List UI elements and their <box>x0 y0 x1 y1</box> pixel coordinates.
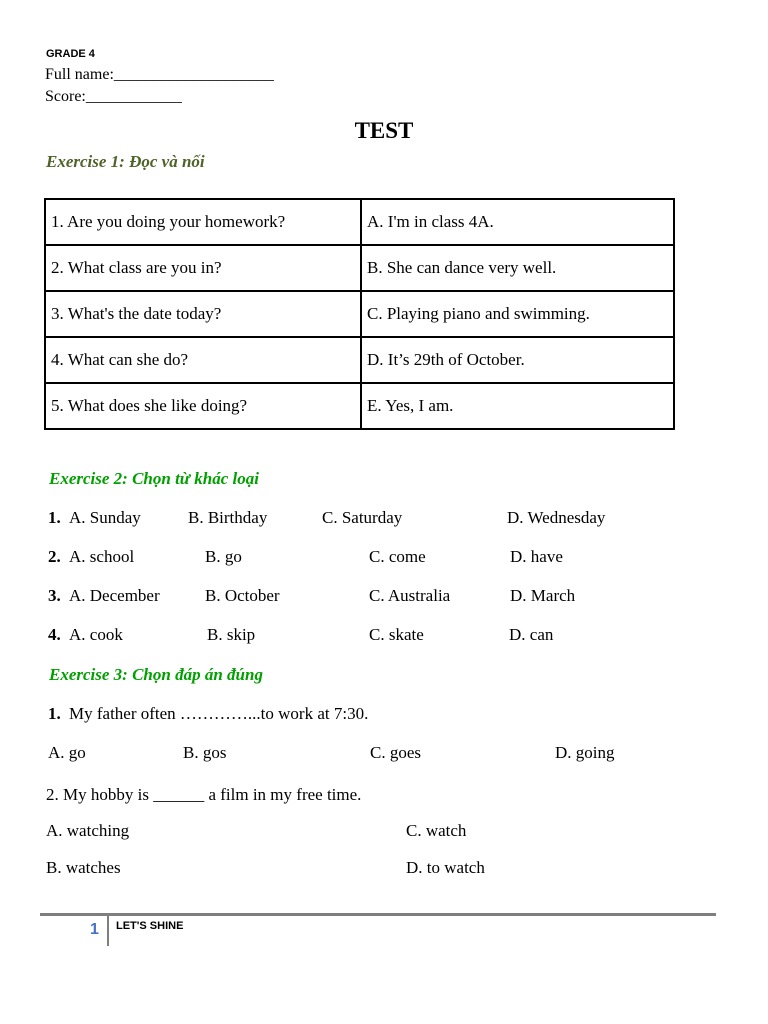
answer-cell: E. Yes, I am. <box>361 383 674 429</box>
option-a: A. December <box>69 586 160 605</box>
option-c: C. goes <box>370 743 421 762</box>
table-row <box>45 291 674 337</box>
option-b: B. gos <box>183 743 227 762</box>
answer-cell: D. It’s 29th of October. <box>361 337 674 383</box>
answer-cell: B. She can dance very well. <box>361 245 674 291</box>
table-row <box>45 245 674 291</box>
item-number: 1. <box>48 508 61 527</box>
option-b: B. Birthday <box>188 508 268 527</box>
page-number: 1 <box>90 921 99 938</box>
option-c: C. watch <box>406 821 467 840</box>
option-a: A. school <box>69 547 135 566</box>
option-a: A. watching <box>46 821 130 840</box>
footer-text: LET'S SHINE <box>116 920 184 932</box>
option-b: B. skip <box>207 625 256 644</box>
question-text: My father often …………...to work at 7:30. <box>69 704 369 723</box>
option-a: A. Sunday <box>69 508 141 527</box>
option-d: D. have <box>510 547 563 566</box>
option-c: C. skate <box>369 625 424 644</box>
item-number: 2. <box>48 547 61 566</box>
exercise2-heading: Exercise 2: Chọn từ khác loại <box>49 469 259 488</box>
question-text: 2. My hobby is ______ a film in my free time. <box>46 785 362 804</box>
table-row <box>45 199 674 245</box>
item-number: 4. <box>48 625 61 644</box>
question-cell: 4. What can she do? <box>45 337 361 383</box>
table-row <box>45 337 674 383</box>
matching-table <box>44 198 675 430</box>
option-d: D. to watch <box>406 858 485 877</box>
option-d: D. Wednesday <box>507 508 606 527</box>
footer-rule <box>40 913 716 916</box>
exercise3-heading: Exercise 3: Chọn đáp án đúng <box>49 665 263 684</box>
option-d: D. going <box>555 743 615 762</box>
item-number: 1. <box>48 704 61 723</box>
answer-cell: C. Playing piano and swimming. <box>361 291 674 337</box>
option-c: C. come <box>369 547 426 566</box>
answer-cell: A. I'm in class 4A. <box>361 199 674 245</box>
page-title: TEST <box>354 118 414 143</box>
question-cell: 5. What does she like doing? <box>45 383 361 429</box>
option-d: D. March <box>510 586 576 605</box>
grade-label: GRADE 4 <box>46 48 95 60</box>
option-b: B. go <box>205 547 242 566</box>
item-number: 3. <box>48 586 61 605</box>
option-b: B. watches <box>46 858 121 877</box>
full-name-field: Full name:____________________ <box>45 66 274 83</box>
table-row <box>45 383 674 429</box>
question-cell: 3. What's the date today? <box>45 291 361 337</box>
option-a: A. cook <box>69 625 123 644</box>
exercise1-heading: Exercise 1: Đọc và nối <box>46 152 205 171</box>
option-c: C. Australia <box>369 586 451 605</box>
option-d: D. can <box>509 625 554 644</box>
footer-separator <box>107 916 109 946</box>
question-cell: 1. Are you doing your homework? <box>45 199 361 245</box>
score-field: Score:____________ <box>45 88 182 105</box>
option-c: C. Saturday <box>322 508 403 527</box>
question-cell: 2. What class are you in? <box>45 245 361 291</box>
option-a: A. go <box>48 743 86 762</box>
option-b: B. October <box>205 586 280 605</box>
